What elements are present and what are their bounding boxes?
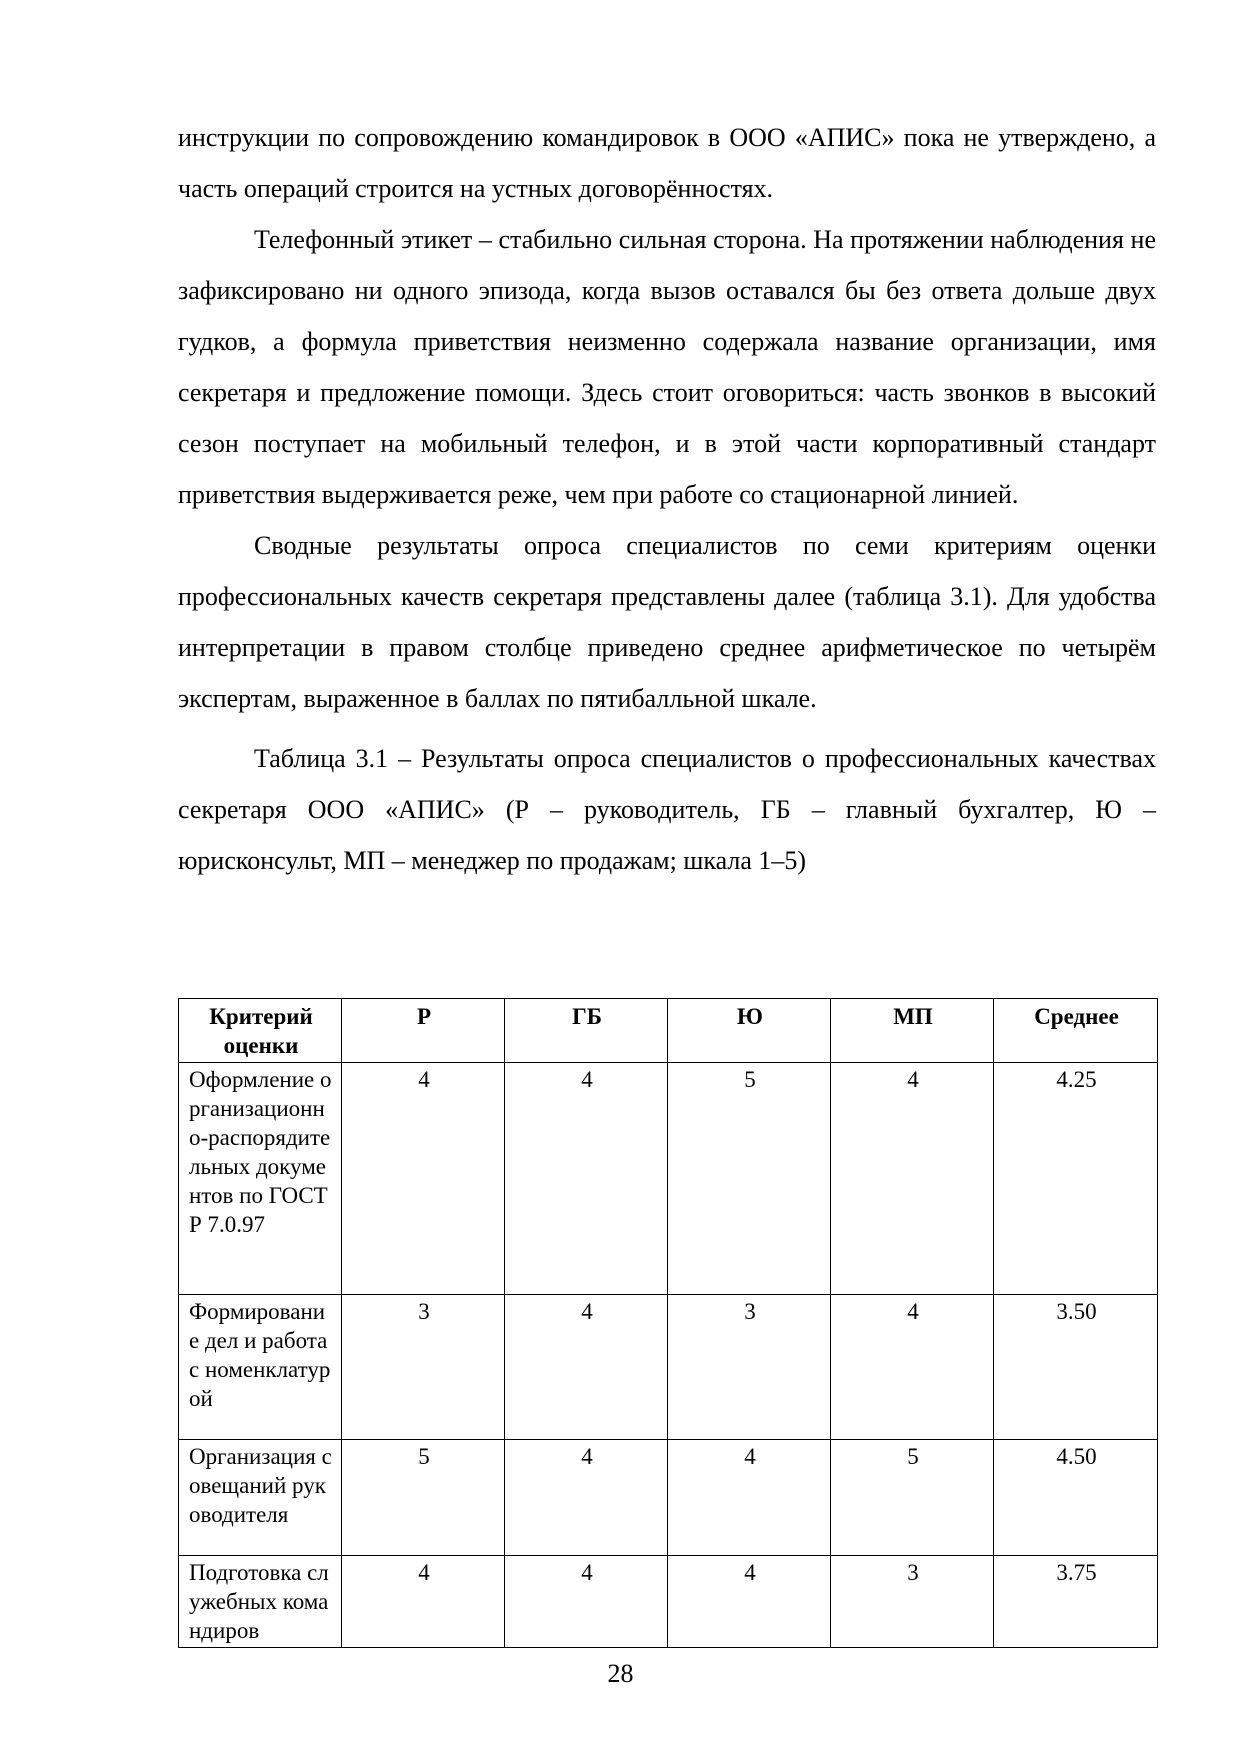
score-cell-r: 4 — [342, 1556, 505, 1648]
header-average: Среднее — [994, 999, 1158, 1063]
header-mp: МП — [831, 999, 994, 1063]
table-row — [179, 1295, 1158, 1440]
criterion-cell: Формирование дел и работа с номенклатурой — [179, 1295, 342, 1440]
average-cell: 3.50 — [994, 1295, 1158, 1440]
score-cell-gb: 4 — [505, 1556, 668, 1648]
score-cell-mp: 3 — [831, 1556, 994, 1648]
score-cell-r: 4 — [342, 1063, 505, 1295]
score-cell-yu: 4 — [668, 1440, 831, 1556]
page-body — [178, 112, 1156, 886]
criterion-cell: Организация совещаний руководителя — [179, 1440, 342, 1556]
score-cell-mp: 5 — [831, 1440, 994, 1556]
score-cell-yu: 4 — [668, 1556, 831, 1648]
score-cell-mp: 4 — [831, 1063, 994, 1295]
results-table — [178, 998, 1158, 1648]
header-gb: ГБ — [505, 999, 668, 1063]
criterion-cell: Подготовка служебных командиров — [179, 1556, 342, 1648]
score-cell-gb: 4 — [505, 1063, 668, 1295]
paragraph-2: Телефонный этикет – стабильно сильная сторона. На протяжении наблюдения не зафиксировано ни одного эпизода, когда вызов оставался бы без ответа дольше двух гудков, а формула приветствия неизменно содержала название организации, имя секретаря и предложение помощи. Здесь стоит оговориться: часть звонков в высокий сезон поступает на мобильный телефон, и в этой части корпоративный стандарт приветствия выдерживается реже, чем при работе со стационарной линией. — [178, 225, 1156, 509]
score-cell-yu: 3 — [668, 1295, 831, 1440]
paragraph-1: инструкции по сопровождению командировок в ООО «АПИС» пока не утверждено, а часть операций строится на устных договорённостях. — [178, 123, 1156, 203]
page-number: 28 — [607, 1659, 634, 1688]
score-cell-gb: 4 — [505, 1295, 668, 1440]
table-caption: Таблица 3.1 – Результаты опроса специалистов о профессиональных качествах секретаря ООО «АПИС» (Р – руководитель, ГБ – главный бухгалтер, Ю – юрисконсульт, МП – менеджер по продажам; шкала 1–5) — [178, 744, 1156, 875]
score-cell-r: 3 — [342, 1295, 505, 1440]
table-header-row — [179, 999, 1158, 1063]
score-cell-r: 5 — [342, 1440, 505, 1556]
paragraph-3: Сводные результаты опроса специалистов по семи критериям оценки профессиональных качеств секретаря представлены далее (таблица 3.1). Для удобства интерпретации в правом столбце приведено среднее арифметическое по четырём экспертам, выраженное в баллах по пятибалльной шкале. — [178, 531, 1156, 713]
score-cell-gb: 4 — [505, 1440, 668, 1556]
header-yu: Ю — [668, 999, 831, 1063]
score-cell-yu: 5 — [668, 1063, 831, 1295]
table-row — [179, 1063, 1158, 1295]
average-cell: 4.25 — [994, 1063, 1158, 1295]
header-r: Р — [342, 999, 505, 1063]
average-cell: 3.75 — [994, 1556, 1158, 1648]
table-row — [179, 1556, 1158, 1648]
average-cell: 4.50 — [994, 1440, 1158, 1556]
table-row — [179, 1440, 1158, 1556]
criterion-cell: Оформление организационно-распорядительных документов по ГОСТ Р 7.0.97 — [179, 1063, 342, 1295]
header-criterion: Критерий оценки — [179, 999, 342, 1063]
score-cell-mp: 4 — [831, 1295, 994, 1440]
